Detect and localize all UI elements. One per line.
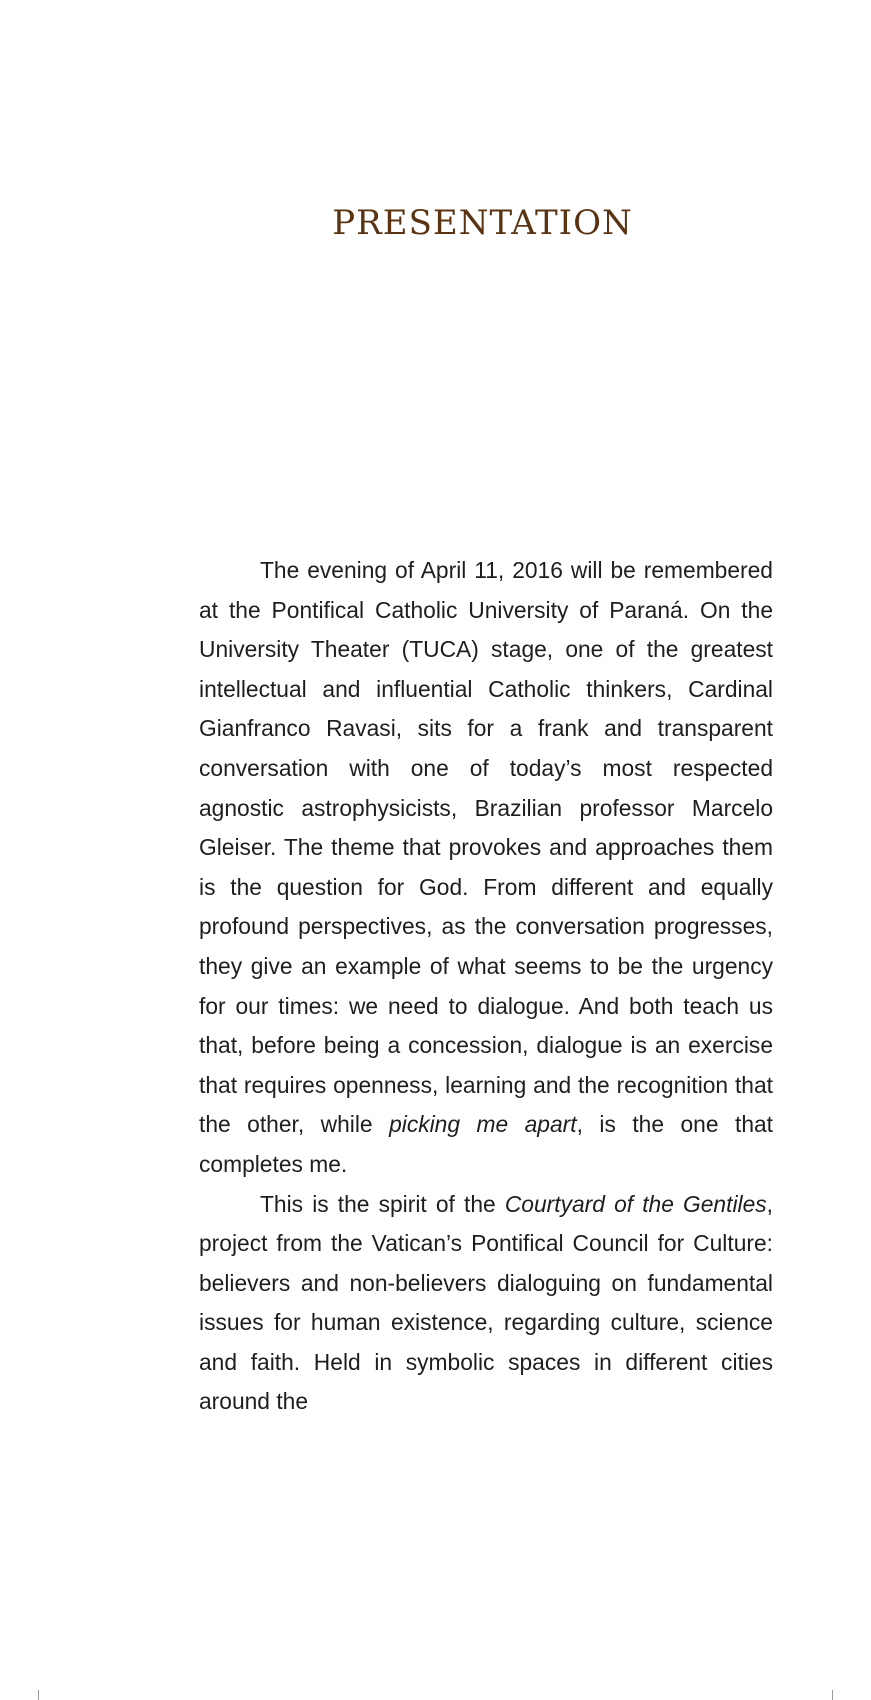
paragraph-1 xyxy=(199,551,773,1185)
paragraph-2-emphasis: Courtyard of the Gentiles xyxy=(504,1190,767,1217)
paragraph-1-emphasis: picking me apart xyxy=(389,1111,577,1138)
page-title: PRESENTATION xyxy=(332,203,633,243)
paragraph-2-text: This is the spirit of the xyxy=(260,1190,505,1217)
body-text xyxy=(199,551,773,1422)
paragraph-2-text-end: , project from the Vatican’s Pontifical Council for Culture: believers and non-believers dialoguing on fundamental issues for human existence, regarding culture, science and faith. Held in symbolic spaces in different cities around the xyxy=(199,1190,773,1415)
paragraph-1-text: The evening of April 11, 2016 will be remembered at the Pontifical Catholic University of Paraná. On the University Theater (TUCA) stage, one of the greatest intellectual and influential Catholic thinkers, Cardinal Gianfranco Ravasi, sits for a frank and transparent conversation with one of today’s most respected agnostic astrophysicists, Brazilian professor Marcelo Gleiser. The theme that provokes and approaches them is the question for God. From different and equally profound perspectives, as the conversation progresses, they give an example of what seems to be the urgency for our times: we need to dialogue. And both teach us that, before being a concession, dialogue is an exercise that requires openness, learning and the recognition that the other, while xyxy=(199,557,773,1138)
crop-mark-right xyxy=(832,1690,833,1700)
paragraph-1-text-end: , is the one that completes me. xyxy=(199,1111,774,1177)
crop-mark-left xyxy=(38,1690,39,1700)
paragraph-2 xyxy=(199,1185,773,1423)
